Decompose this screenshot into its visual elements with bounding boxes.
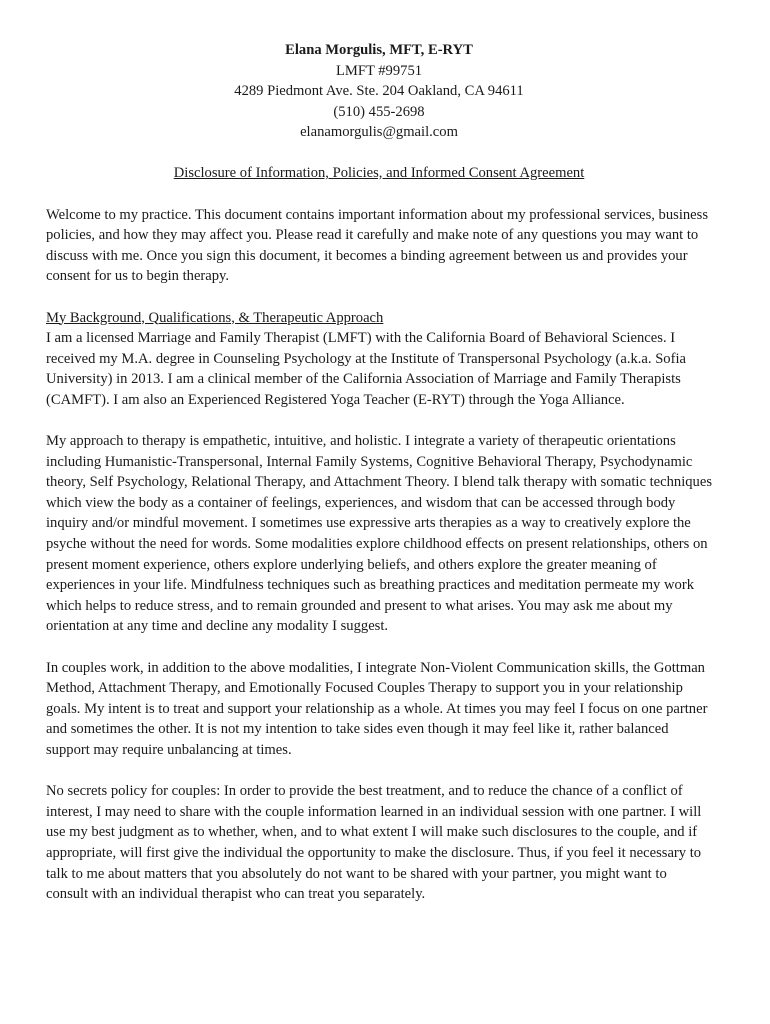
intro-paragraph: Welcome to my practice. This document contains important information about my professional services, business policies, and how they may affect you. Please read it carefully and make note of any questions you may want to discuss with me. Once you sign this document, it becomes a binding agreement between us and provides your consent for us to begin therapy. [46,206,709,285]
therapist-name: Elana Morgulis, MFT, E-RYT [285,42,473,58]
office-address: 4289 Piedmont Ave. Ste. 204 Oakland, CA 94611 [234,83,524,100]
document-title: Disclosure of Information, Policies, and Informed Consent Agreement [173,164,585,181]
approach-paragraph: My approach to therapy is empathetic, intuitive, and holistic. I integrate a variety of therapeutic orientations including Humanistic-Transpersonal, Internal Family Systems, Cognitive Behavioral Therapy, Psychodynamic theory, Self Psychology, Relational Therapy, and Attachment Theory. I blend talk therapy with somatic techniques which view the body as a container of feelings, experiences, and wisdom that can be accessed through body inquiry and/or mindful movement. I sometimes use expressive arts therapies as a way to creatively explore the psyche without the need for words. Some modalities explore childhood effects on present relationships, others on present moment experience, others explore underlying beliefs, and others explore the greater meaning of experiences in your life. Mindfulness techniques such as breathing practices and meditation permeate my work which helps to reduce stress, and to remain grounded and present to what arises. You may ask me about my orientation at any time and decline any modality I suggest. [46,433,713,635]
background-paragraph: I am a licensed Marriage and Family Therapist (LMFT) with the California Board of Behavioral Sciences. I received my M.A. degree in Counseling Psychology at the Institute of Transpersonal Psychology (a.k.a. Sofia University) in 2013. I am a clinical member of the California Association of Marriage and Family Therapists (CAMFT). I am also an Experienced Registered Yoga Teacher (E-RYT) through the Yoga Alliance. [46,330,686,408]
secrets-policy-paragraph: No secrets policy for couples: In order to provide the best treatment, and to reduce the chance of a conflict of interest, I may need to share with the couple information learned in an individual session with one partner. I will use my best judgment as to whether, when, and to what extent I will make such disclosures to the couple, and if appropriate, will first give the individual the opportunity to make the disclosure. Thus, if you feel it necessary to talk to me about matters that you absolutely do not want to be shared with your partner, you might want to consult with an individual therapist who can treat you separately. [46,783,702,903]
email-address: elanamorgulis@gmail.com [300,124,458,141]
letterhead [46,40,712,143]
background-heading: My Background, Qualifications, & Therapeutic Approach [46,309,384,326]
couples-paragraph: In couples work, in addition to the above modalities, I integrate Non-Violent Communication skills, the Gottman Method, Attachment Therapy, and Emotionally Focused Couples Therapy to support you in your relationship goals. My intent is to treat and support your relationship as a whole. At times you may feel I focus on one partner and sometimes the other. It is not my intention to take sides even though it may feel like it, rather balanced support may require unbalancing at times. [46,659,708,758]
phone-number: (510) 455-2698 [333,103,425,120]
license-number: LMFT #99751 [335,62,423,79]
